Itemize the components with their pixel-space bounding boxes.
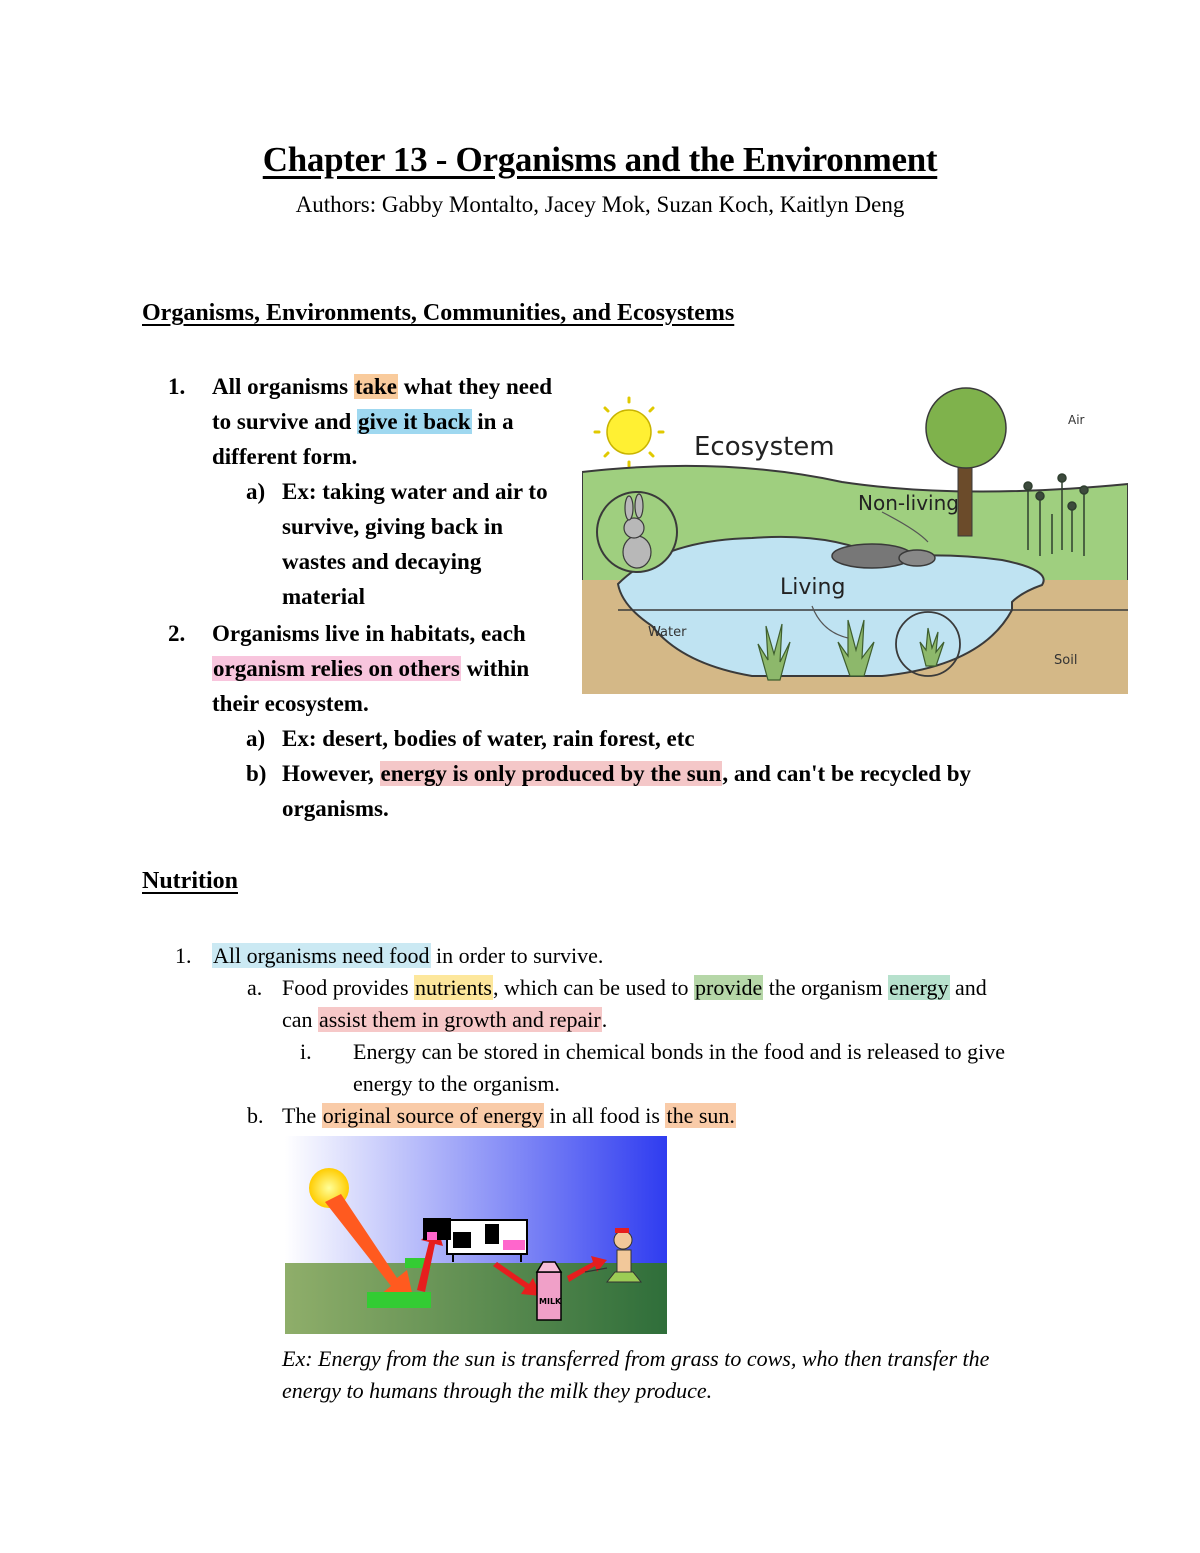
- rabbit-icon: [597, 492, 677, 572]
- section-heading-nutrition: Nutrition: [142, 868, 238, 894]
- highlight-give-back: give it back: [358, 409, 471, 434]
- list-number: 1.: [175, 943, 192, 968]
- nutrition-sub-a-line2: can assist them in growth and repair.: [282, 1007, 608, 1032]
- sub-marker: i.: [300, 1039, 312, 1064]
- sub-a-text: Ex: desert, bodies of water, rain forest, etc: [282, 726, 695, 751]
- sub-marker: a): [246, 726, 266, 751]
- sub-marker: a): [246, 479, 266, 504]
- figure-title-label: Ecosystem: [694, 432, 835, 462]
- nutrition-sub-b: The original source of energy in all food is the sun.: [282, 1103, 735, 1128]
- list-number: 1.: [168, 374, 186, 399]
- highlight-take: take: [354, 374, 398, 399]
- list-number: 2.: [168, 621, 186, 646]
- energy-transfer-figure: [285, 1136, 667, 1334]
- highlight-nutrients: nutrients: [415, 975, 492, 1000]
- soil-label: Soil: [1054, 653, 1078, 668]
- item1-line1: All organisms take what they need: [212, 374, 552, 399]
- highlight-growth: assist them in growth and repair: [319, 1007, 601, 1032]
- milk-carton-icon: [537, 1262, 562, 1320]
- highlight-energy: energy: [889, 975, 949, 1000]
- nutrition-item1: All organisms need food in order to survive.: [213, 943, 604, 968]
- nutrition-sub-i-line2: energy to the organism.: [353, 1071, 560, 1096]
- item2-line1: Organisms live in habitats, each: [212, 621, 526, 646]
- figure-caption-line1: Ex: Energy from the sun is transferred from grass to cows, who then transfer the: [282, 1346, 990, 1371]
- highlight-provide: provide: [695, 975, 763, 1000]
- figure-caption-line2: energy to humans through the milk they produce.: [282, 1378, 713, 1403]
- section-heading-ecosystems: Organisms, Environments, Communities, and Ecosystems: [142, 300, 735, 326]
- non-living-label: Non-living: [858, 491, 959, 515]
- milk-label: MILK: [539, 1297, 562, 1306]
- sub-marker: b.: [247, 1103, 264, 1128]
- item2-line3: their ecosystem.: [212, 691, 369, 716]
- highlight-original-source: original source of energy: [322, 1103, 543, 1128]
- sub-b-line1: However, energy is only produced by the sun, and can't be recycled by: [282, 761, 972, 786]
- sub-a-line2: survive, giving back in: [282, 514, 504, 539]
- sub-a-line3: wastes and decaying: [282, 549, 482, 574]
- sub-b-line2: organisms.: [282, 796, 389, 821]
- highlight-relies: organism relies on others: [213, 656, 460, 681]
- highlight-the-sun: the sun.: [666, 1103, 735, 1128]
- nutrition-list: [0, 940, 1200, 1140]
- item1-line2: to survive and give it back in a: [212, 409, 514, 434]
- sub-marker: a.: [247, 975, 263, 1000]
- ecosystem-figure: [582, 380, 1128, 694]
- item2-line2: organism relies on others within: [213, 656, 530, 681]
- water-label: Water: [648, 625, 687, 640]
- authors-line: Authors: Gabby Montalto, Jacey Mok, Suzan Koch, Kaitlyn Deng: [295, 192, 905, 217]
- air-label: Air: [1068, 413, 1085, 427]
- nutrition-sub-i-line1: Energy can be stored in chemical bonds in the food and is released to give: [353, 1039, 1006, 1064]
- nutrition-sub-a-line1: Food provides nutrients, which can be used to provide the organism energy and: [282, 975, 987, 1000]
- highlight-need-food: All organisms need food: [213, 943, 430, 968]
- sub-a-line4: material: [282, 584, 366, 609]
- highlight-energy-sun: energy is only produced by the sun: [380, 761, 722, 786]
- item1-line3: different form.: [212, 444, 358, 469]
- sub-marker: b): [246, 761, 267, 786]
- living-label: Living: [780, 575, 846, 600]
- page-title: Chapter 13 - Organisms and the Environment: [262, 140, 938, 179]
- sub-a-line1: Ex: taking water and air to: [282, 479, 548, 504]
